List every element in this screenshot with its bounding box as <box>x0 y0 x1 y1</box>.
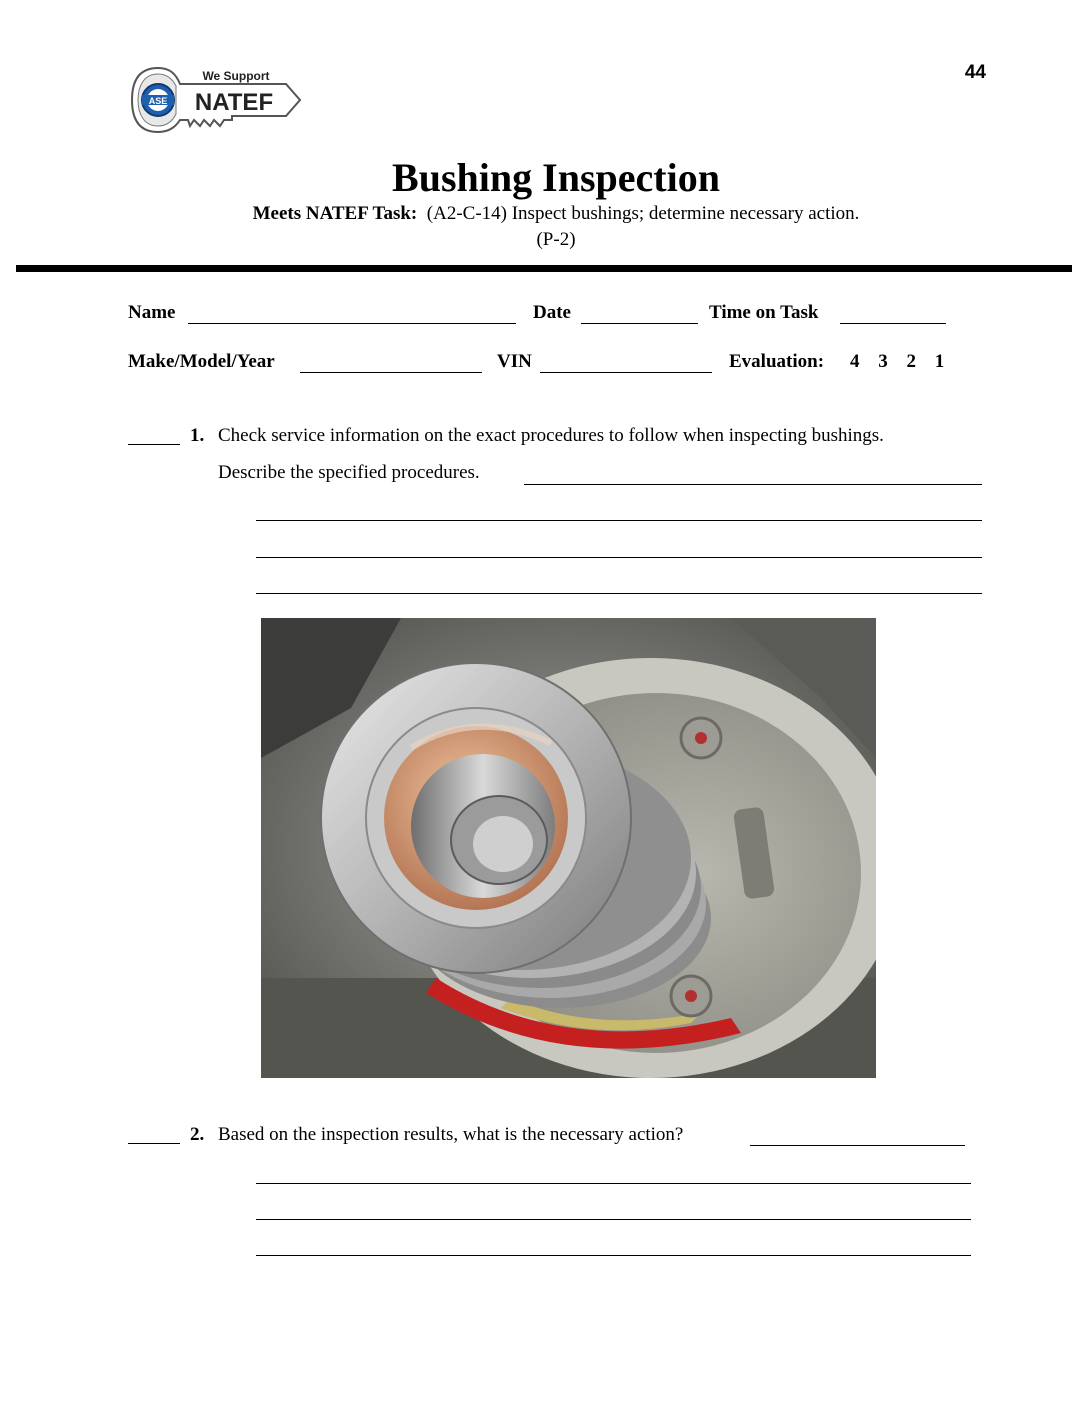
answer-1-line[interactable] <box>256 520 982 521</box>
vin-label: VIN <box>497 351 532 372</box>
question-1-text: Check service information on the exact procedures to follow when inspecting bushings. <box>218 425 884 446</box>
task-priority: (P-2) <box>536 229 576 250</box>
natef-logo <box>128 60 308 150</box>
logo-main-text: NATEF <box>194 89 274 116</box>
answer-2-line[interactable] <box>256 1255 971 1256</box>
evaluation-scores[interactable]: 4 3 2 1 <box>850 351 945 372</box>
time-on-task-field[interactable] <box>840 323 946 324</box>
answer-1-line[interactable] <box>524 484 982 485</box>
header-divider <box>16 265 1072 272</box>
make-model-year-field[interactable] <box>300 372 482 373</box>
question-1-number: 1. <box>190 425 205 446</box>
date-label: Date <box>533 302 571 323</box>
page-title: Bushing Inspection <box>392 155 720 200</box>
question-2-number: 2. <box>190 1124 205 1145</box>
task-text: (A2-C-14) Inspect bushings; determine necessary action. <box>426 203 860 224</box>
make-model-year-label: Make/Model/Year <box>128 351 275 372</box>
task-label: Meets NATEF Task: <box>252 203 418 224</box>
answer-2-line[interactable] <box>750 1145 965 1146</box>
name-label: Name <box>128 302 176 323</box>
answer-1-line[interactable] <box>256 593 982 594</box>
bushing-photo <box>261 618 876 1078</box>
answer-2-line[interactable] <box>256 1183 971 1184</box>
answer-2-line[interactable] <box>256 1219 971 1220</box>
time-on-task-label: Time on Task <box>709 302 819 323</box>
date-field[interactable] <box>581 323 698 324</box>
name-field[interactable] <box>188 323 516 324</box>
page-number: 44 <box>964 62 986 83</box>
answer-1-line[interactable] <box>256 557 982 558</box>
question-2-checkbox-line[interactable] <box>128 1143 180 1144</box>
question-2-text: Based on the inspection results, what is the necessary action? <box>218 1124 684 1145</box>
question-1-checkbox-line[interactable] <box>128 444 180 445</box>
question-1-subtext: Describe the specified procedures. <box>218 462 480 483</box>
task-subtitle <box>0 203 1088 225</box>
vin-field[interactable] <box>540 372 712 373</box>
logo-top-text: We Support <box>202 69 270 83</box>
ase-badge-text: ASE <box>148 96 168 106</box>
evaluation-label: Evaluation: <box>729 351 825 372</box>
